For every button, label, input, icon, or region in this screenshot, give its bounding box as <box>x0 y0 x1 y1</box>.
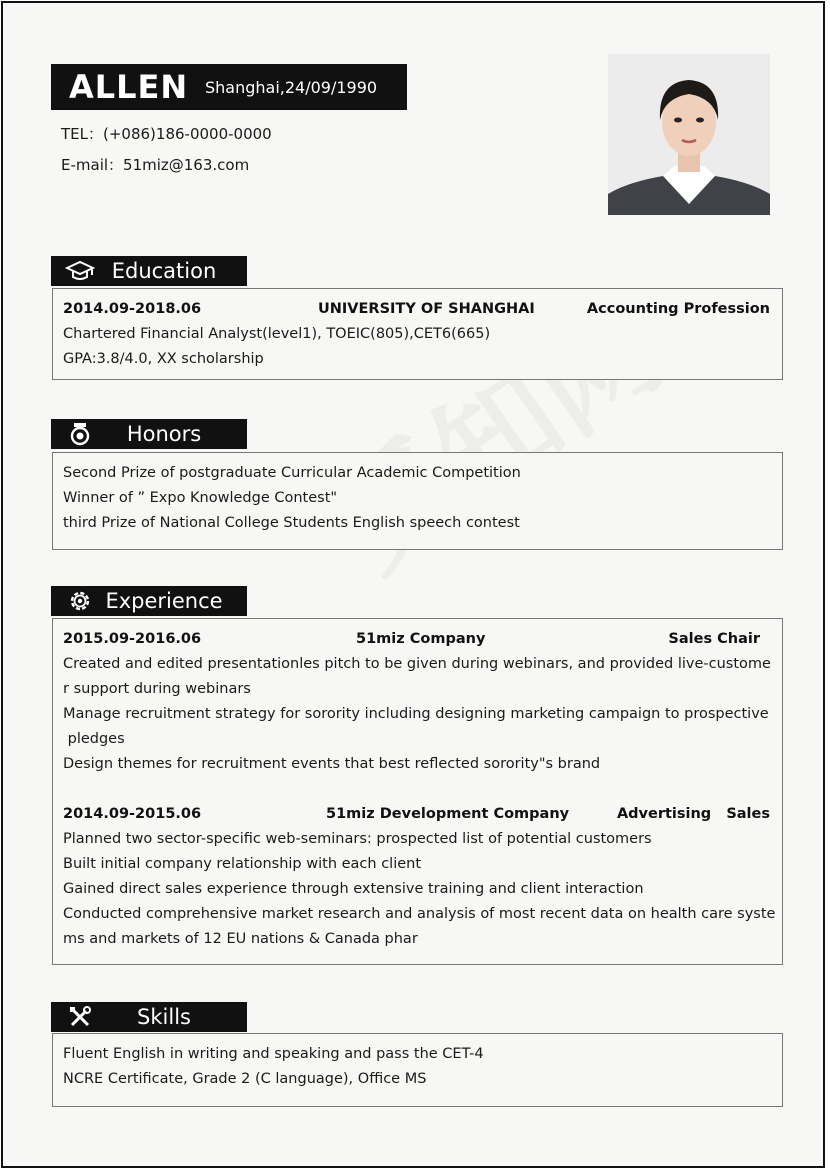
section-header-honors <box>51 419 247 449</box>
job-company: 51miz Development Company <box>326 806 570 822</box>
major: Accounting Profession <box>586 301 770 317</box>
section-header-experience <box>51 586 247 616</box>
education-period: 2014.09-2018.06 <box>63 301 202 317</box>
job-detail: pledges <box>63 731 125 747</box>
tools-icon <box>63 1002 97 1032</box>
job-period: 2015.09-2016.06 <box>63 631 202 647</box>
job-detail: Built initial company relationship with each client <box>63 856 422 872</box>
job-detail: ms and markets of 12 EU nations & Canada phar <box>63 931 418 947</box>
profile-photo <box>608 54 770 215</box>
honor-item: Winner of ” Expo Knowledge Contest" <box>63 490 338 506</box>
section-title: Experience <box>105 589 223 613</box>
section-title: Education <box>111 259 217 283</box>
section-header-skills <box>51 1002 247 1032</box>
name-bar <box>51 64 407 110</box>
honor-item: Second Prize of postgraduate Curricular Academic Competition <box>63 465 521 481</box>
section-header-education <box>51 256 247 286</box>
job-detail: Conducted comprehensive market research and analysis of most recent data on health care syste <box>63 906 776 922</box>
phone: TEL：(+086)186-0000-0000 <box>61 125 272 143</box>
job-detail: Design themes for recruitment events that best reflected sorority"s brand <box>63 756 601 772</box>
name: ALLEN <box>69 68 189 106</box>
job-detail: Planned two sector-specific web-seminars: prospected list of potential customers <box>63 831 652 847</box>
skills-box <box>52 1033 783 1107</box>
medal-icon <box>63 419 97 449</box>
experience-box <box>52 618 783 965</box>
gear-icon <box>63 586 97 616</box>
section-title: Skills <box>137 1005 191 1029</box>
job-detail: Manage recruitment strategy for sorority including designing marketing campaign to prospective <box>63 706 769 722</box>
skill-item: Fluent English in writing and speaking and pass the CET-4 <box>63 1046 484 1062</box>
education-line: GPA:3.8/4.0, XX scholarship <box>63 351 264 367</box>
job-header <box>63 802 772 827</box>
honors-box <box>52 452 783 550</box>
graduation-cap-icon <box>63 256 97 286</box>
job-period: 2014.09-2015.06 <box>63 806 202 822</box>
education-box <box>52 288 783 380</box>
section-title: Honors <box>126 422 202 446</box>
job-role: Sales Chair <box>668 631 760 647</box>
school-name: UNIVERSITY OF SHANGHAI <box>318 301 535 317</box>
job-header <box>63 627 772 652</box>
skill-item: NCRE Certificate, Grade 2 (C language), Office MS <box>63 1071 427 1087</box>
job-detail: Created and edited presentationles pitch to be given during webinars, and provided live-custome <box>63 656 771 672</box>
education-row <box>63 297 772 322</box>
job-detail: Gained direct sales experience through extensive training and client interaction <box>63 881 644 897</box>
education-line: Chartered Financial Analyst(level1), TOEIC(805),CET6(665) <box>63 326 491 342</box>
resume-page <box>1 1 825 1168</box>
job-company: 51miz Company <box>356 631 486 647</box>
job-role: Advertising Sales <box>616 806 770 822</box>
email: E-mail：51miz@163.com <box>61 156 250 174</box>
birth-info: Shanghai,24/09/1990 <box>205 77 378 97</box>
job-detail: r support during webinars <box>63 681 251 697</box>
honor-item: third Prize of National College Students English speech contest <box>63 515 520 531</box>
